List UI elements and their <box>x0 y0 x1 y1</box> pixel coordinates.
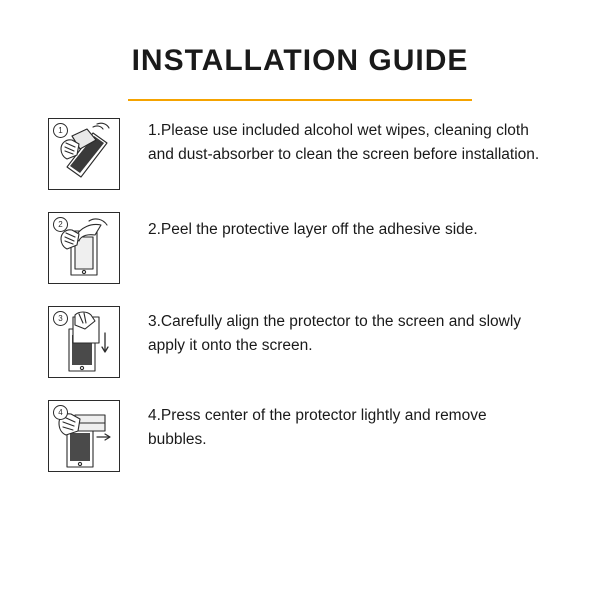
step-text: 1.Please use included alcohol wet wipes, cleaning cloth and dust-absorber to clean the screen before installation. <box>148 122 540 164</box>
list-item <box>48 400 558 472</box>
step-illustration-2 <box>48 212 120 284</box>
page-title: INSTALLATION GUIDE <box>131 44 469 77</box>
steps-list <box>48 118 558 472</box>
step-illustration-3 <box>48 306 120 378</box>
step-badge: 4 <box>53 405 68 420</box>
list-item <box>48 118 558 190</box>
step-text: 2.Peel the protective layer off the adhesive side. <box>148 221 478 238</box>
step-illustration-1 <box>48 118 120 190</box>
list-item <box>48 306 558 378</box>
step-text: 3.Carefully align the protector to the screen and slowly apply it onto the screen. <box>148 313 522 355</box>
title-divider <box>128 99 472 101</box>
step-badge: 1 <box>53 123 68 138</box>
step-text: 4.Press center of the protector lightly and remove bubbles. <box>148 407 487 449</box>
list-item <box>48 212 558 284</box>
step-badge: 3 <box>53 311 68 326</box>
step-badge: 2 <box>53 217 68 232</box>
step-illustration-4 <box>48 400 120 472</box>
